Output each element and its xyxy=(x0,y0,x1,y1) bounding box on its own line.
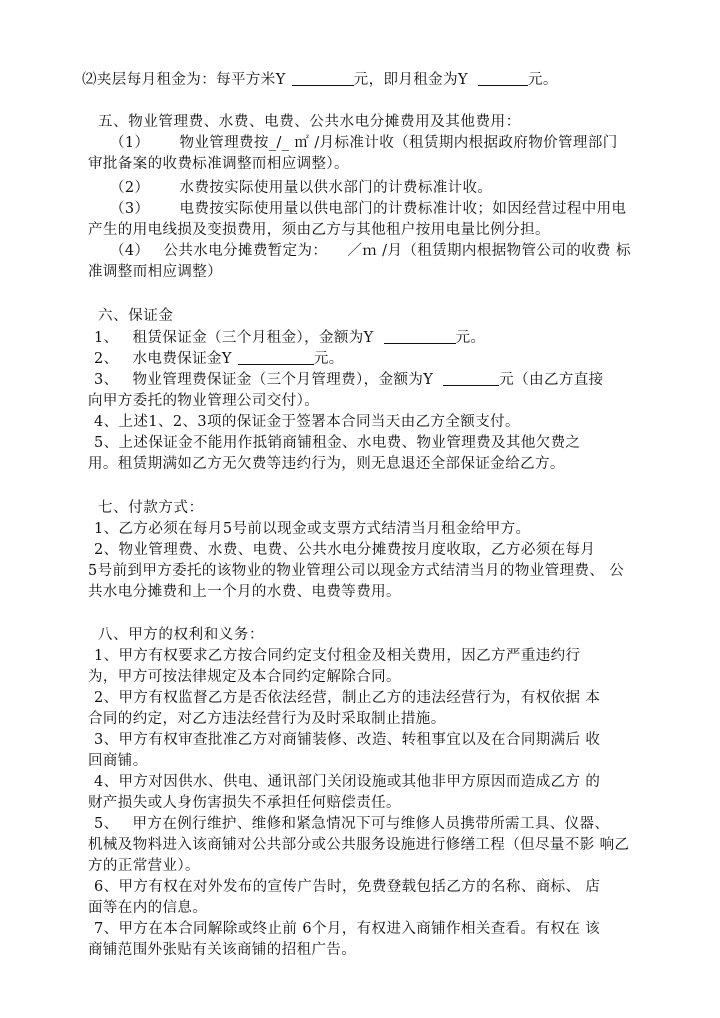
utility-deposit-blank xyxy=(238,350,314,365)
section-5-item-4-cont: 准调整而相应调整） xyxy=(88,264,223,280)
section-5-item-3-cont: 产生的用电线损及变损费用，须由乙方与其他租户按用电量比例分担。 xyxy=(88,222,550,238)
section-8-item-6-cont: 面等在内的信息。 xyxy=(88,900,208,916)
item-text: 公共水电分摊费暂定为： xyxy=(163,243,328,259)
section-8-item-2-cont: 合同的约定，对乙方违法经营行为及时采取制止措施。 xyxy=(88,711,446,727)
section-8-item-6: 6、甲方有权在对外发布的宣传广告时，免费登载包括乙方的名称、商标、 店 xyxy=(94,879,601,895)
item-text: 电费按实际使用量以供电部门的计费标准计收；如因经营过程中用电 xyxy=(179,201,627,217)
section-8-item-5-cont: 机械及物料进入该商铺对公共部分或公共服务设施进行修缮工程（但尽量不影 响乙 xyxy=(88,837,630,853)
section-8-item-4-cont: 财产损失或人身伤害损失不承担任何赔偿责任。 xyxy=(88,795,401,811)
item-number: 1、 xyxy=(94,330,119,346)
yuan-suffix: 元。 xyxy=(455,330,486,346)
section-8-item-1-cont: 为，甲方可按法律规定及本合同约定解除合同。 xyxy=(88,669,401,685)
section-7-heading: 七、付款方式： xyxy=(98,500,204,516)
item-number: 5、 xyxy=(94,816,119,832)
item-number: （2） xyxy=(110,180,150,196)
section-8-item-3: 3、甲方有权审查批准乙方对商铺装修、改造、转租事宜以及在合同期满后 收 xyxy=(94,732,601,748)
item-text-cont: 元（由乙方直接 xyxy=(499,372,604,388)
monthly-rent-label: 元，即月租金为Y xyxy=(353,72,468,88)
section-8-item-1: 1、甲方有权要求乙方按合同约定支付租金及相关费用，因乙方严重违约行 xyxy=(94,648,581,664)
section-6-item-3-cont: 向甲方委托的物业管理公司交付）。 xyxy=(88,393,320,409)
section-6-item-1 xyxy=(0,328,720,348)
mgmt-deposit-blank xyxy=(443,371,499,386)
section-7-item-2-cont: 5号前到甲方委托的该物业的物业管理公司以现金方式结清当月的物业管理费、 公 xyxy=(88,563,625,579)
yuan-suffix: 元。 xyxy=(313,351,344,367)
item-text: 甲方在例行维护、维修和紧急情况下可与维修人员携带所需工具、仪器、 xyxy=(132,816,610,832)
item-text: 租赁保证金（三个月租金），金额为Y xyxy=(132,330,374,346)
section-5-item-2 xyxy=(0,178,720,198)
item-number: 2、 xyxy=(94,351,119,367)
section-5-heading: 五、物业管理费、水费、电费、公共水电分摊费用及其他费用： xyxy=(98,114,521,130)
section-5-item-3 xyxy=(0,199,720,219)
section-8-item-5-cont2: 方的正常营业）。 xyxy=(88,858,200,874)
mezzanine-rent-line xyxy=(0,70,720,90)
section-6-item-5-cont: 用。租赁期满如乙方无欠费等违约行为，则无息退还全部保证金给乙方。 xyxy=(88,456,565,472)
item-text: 物业管理费按_/_ ㎡ /月标准计收（租赁期内根据政府物价管理部门 xyxy=(179,135,618,151)
section-8-item-5 xyxy=(0,814,720,834)
section-6-item-5: 5、上述保证金不能用作抵销商铺租金、水电费、物业管理费及其他欠费之 xyxy=(94,435,581,451)
section-8-heading: 八、甲方的权利和义务： xyxy=(98,627,265,643)
mezzanine-rent-label: ⑵夹层每月租金为：每平方米Y xyxy=(82,72,286,88)
section-5-item-1 xyxy=(0,133,720,153)
section-6-heading: 六、保证金 xyxy=(98,308,174,324)
section-7-item-1: 1、乙方必须在每月5号前以现金或支票方式结清当月租金给甲方。 xyxy=(94,521,531,537)
section-6-item-3 xyxy=(0,370,720,390)
item-number: 3、 xyxy=(94,372,119,388)
section-6-item-4: 4、上述1、2、3项的保证金于签署本合同当天由乙方全额支付。 xyxy=(94,414,520,430)
item-text: 物业管理费保证金（三个月管理费），金额为Y xyxy=(132,372,434,388)
item-text: 水电费保证金Y xyxy=(132,351,232,367)
section-8-item-3-cont: 回商铺。 xyxy=(88,753,148,769)
section-6-item-2 xyxy=(0,349,720,369)
section-5-item-1-cont: 审批备案的收费标准调整而相应调整）。 xyxy=(88,156,349,172)
item-text-cont: ／ｍ /月（租赁期内根据物管公司的收费 标 xyxy=(347,243,631,259)
section-8-item-2: 2、甲方有权监督乙方是否依法经营，制止乙方的违法经营行为，有权依据 本 xyxy=(94,690,601,706)
section-7-item-2-cont2: 共水电分摊费和上一个月的水费、电费等费用。 xyxy=(88,584,401,600)
item-number: （1） xyxy=(110,135,150,151)
section-8-item-7-cont: 商铺范围外张贴有关该商铺的招租广告。 xyxy=(88,942,357,958)
yuan-suffix: 元。 xyxy=(527,72,558,88)
deposit-amount-blank xyxy=(384,329,456,344)
item-text: 水费按实际使用量以供水部门的计费标准计收。 xyxy=(179,180,493,196)
monthly-rent-blank xyxy=(478,71,528,86)
section-8-item-4: 4、甲方对因供水、供电、通讯部门关闭设施或其他非甲方原因而造成乙方 的 xyxy=(94,774,601,790)
item-number: （4） xyxy=(110,243,150,259)
section-7-item-2: 2、物业管理费、水费、电费、公共水电分摊费按月度收取，乙方必须在每月 xyxy=(94,542,596,558)
item-number: （3） xyxy=(110,201,150,217)
section-8-item-7: 7、甲方在本合同解除或终止前 6个月，有权进入商铺作相关查看。有权在 该 xyxy=(94,921,601,937)
rent-per-sqm-blank xyxy=(292,71,354,86)
section-5-item-4 xyxy=(0,241,720,261)
